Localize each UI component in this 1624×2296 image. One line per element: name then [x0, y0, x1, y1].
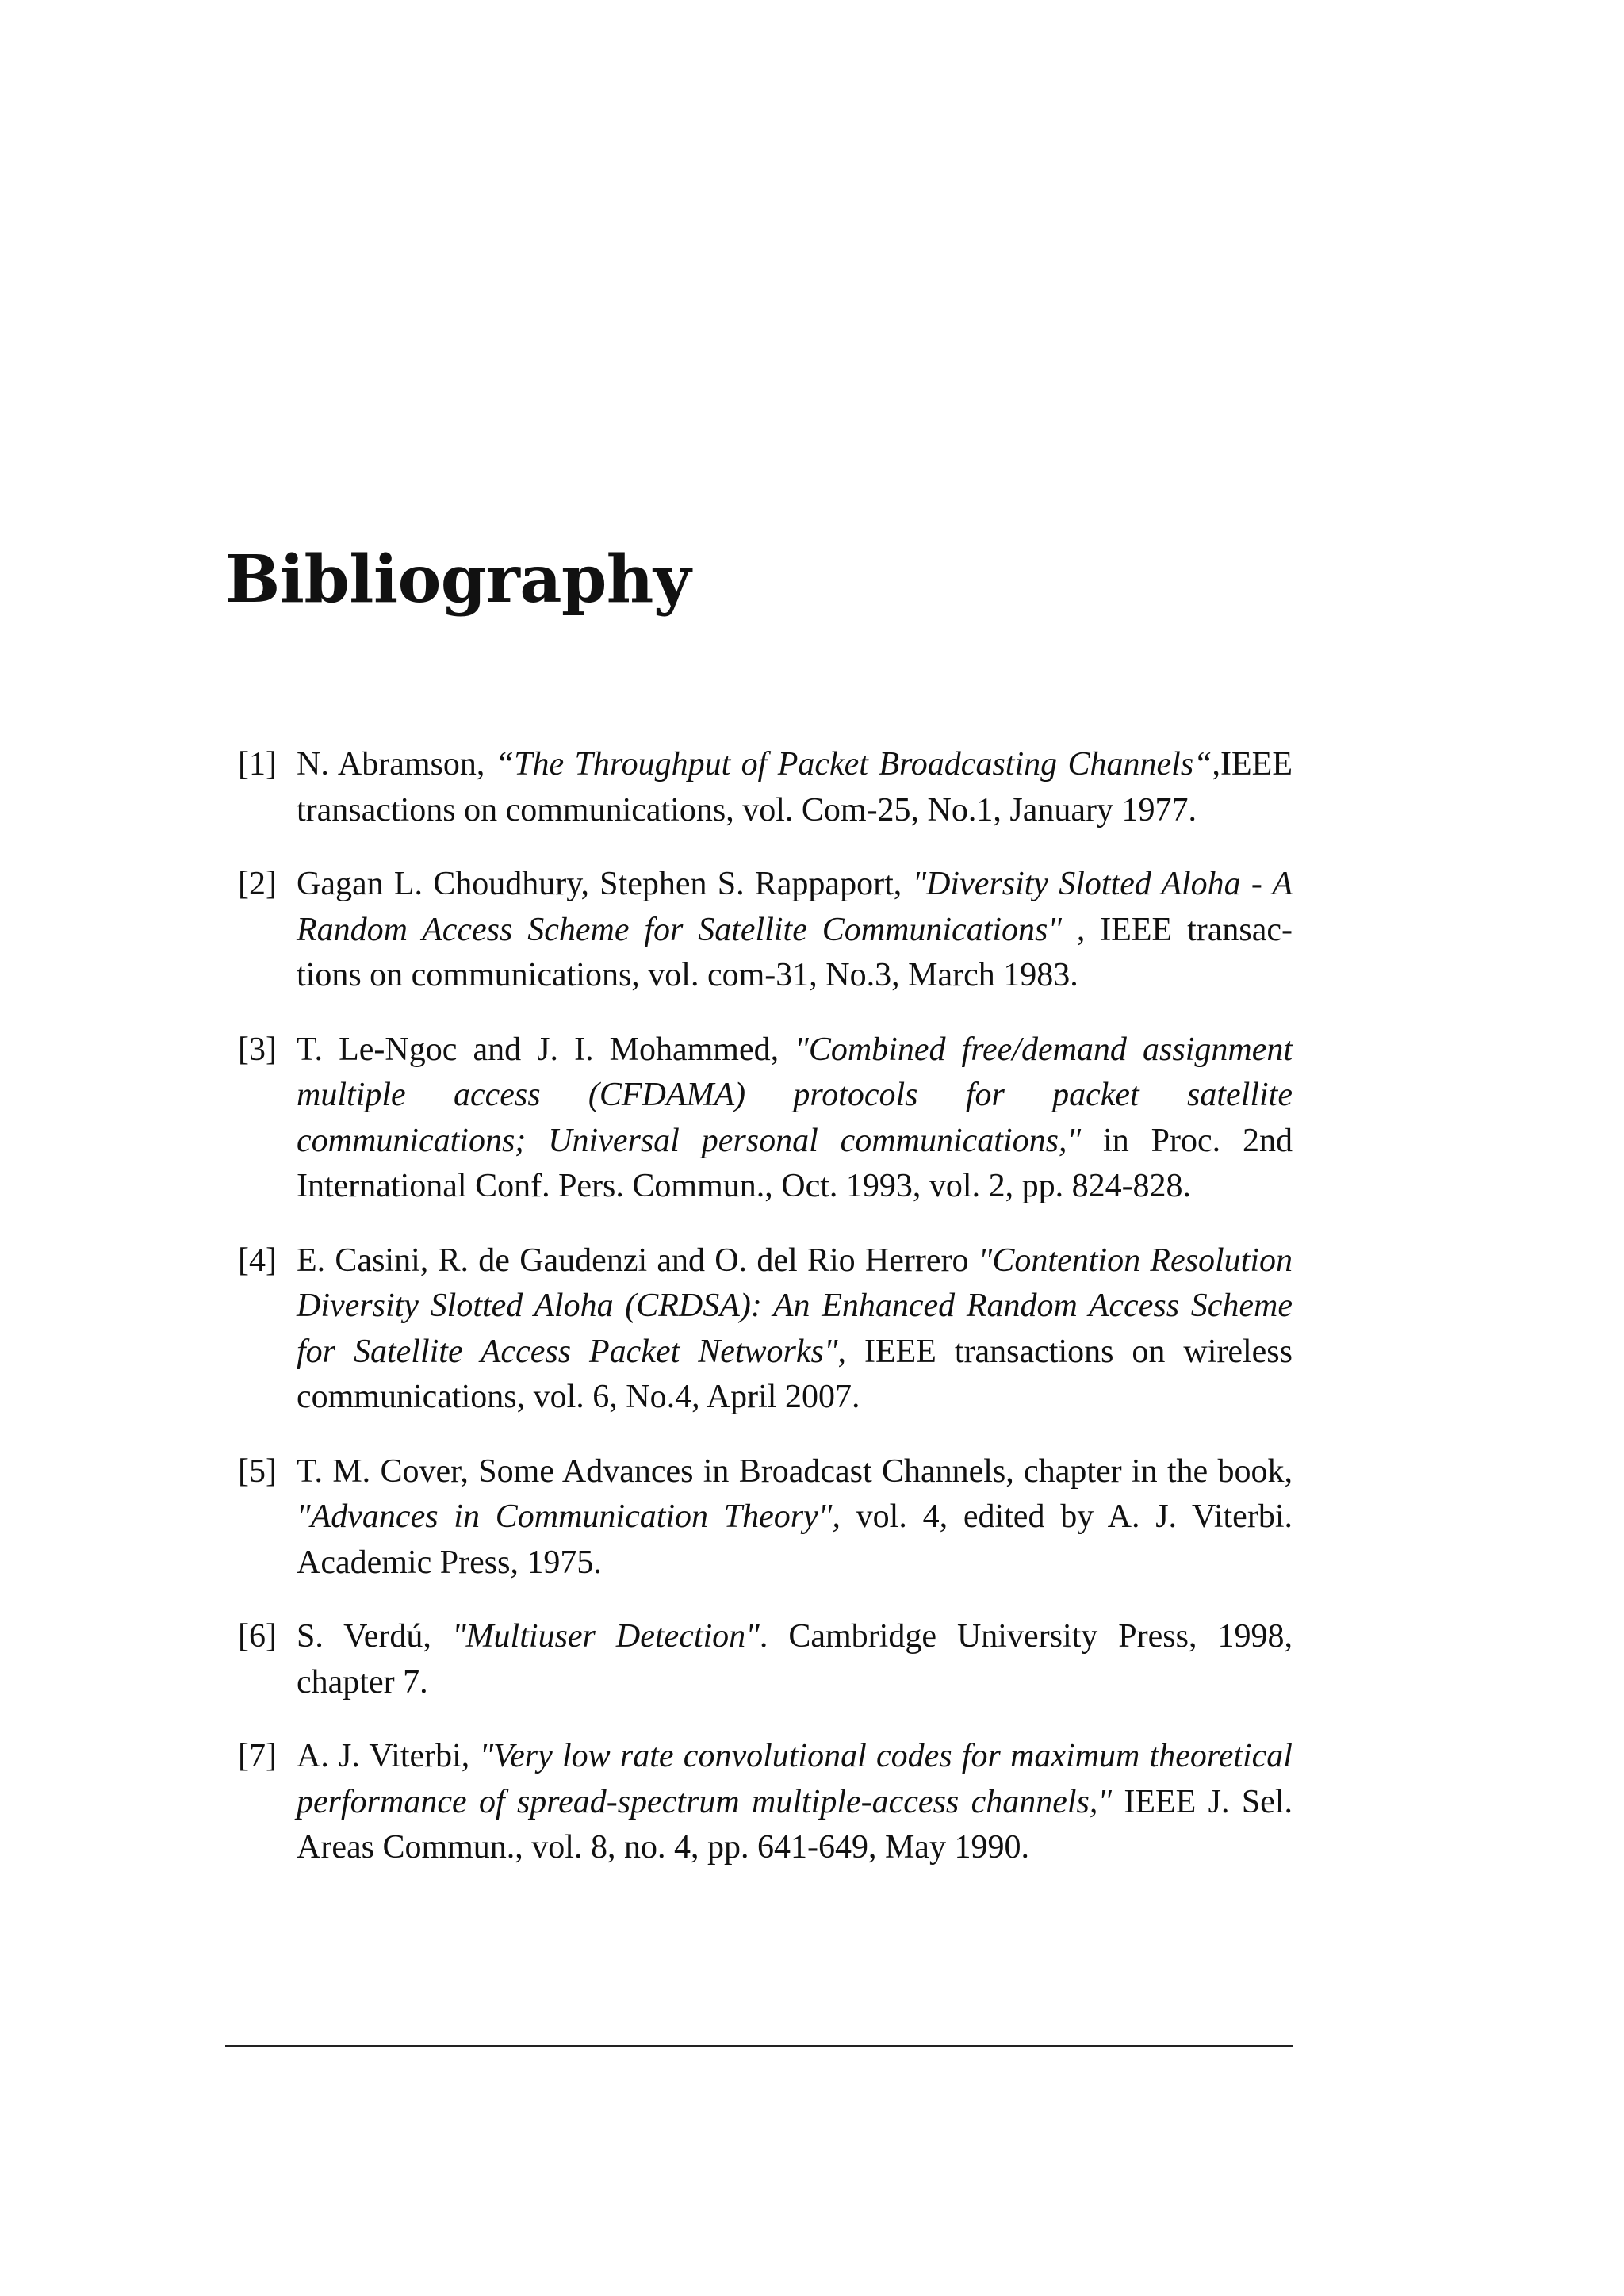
- reference-title: "Diversity Slotted Aloha - A Random Access Scheme for Satellite Communications": [297, 866, 1293, 948]
- reference-number: [2]: [238, 866, 277, 902]
- reference-title: “The Throughput of Packet Broadcasting Channels“: [495, 746, 1212, 783]
- footer-rule: [225, 2045, 1293, 2047]
- bibliography-entry: [238, 1238, 1293, 1421]
- reference-details: vol. 4, edited by A. J. Viterbi. Academic Press, 1975.: [297, 1498, 1293, 1581]
- reference-authors: Gagan L. Choudhury, Stephen S. Rappaport,: [297, 866, 913, 902]
- reference-number: [4]: [238, 1242, 277, 1279]
- reference-details: IEEE J. Sel. Areas Commun., vol. 8, no. 4, pp. 641-649, May 1990.: [297, 1783, 1293, 1866]
- reference-number: [6]: [238, 1618, 277, 1655]
- bibliography-entry: [238, 1027, 1293, 1210]
- reference-title: "Advances in Communication Theory",: [297, 1498, 841, 1535]
- reference-title: "Multiuser Detection": [451, 1618, 760, 1655]
- reference-details: in Proc. 2nd International Conf. Pers. Commun., Oct. 1993, vol. 2, pp. 824-828.: [297, 1122, 1293, 1204]
- reference-details: ,IEEE transactions on communications, vol. Com-25, No.1, January 1977.: [297, 746, 1293, 828]
- reference-authors: T. M. Cover, Some Advances in Broadcast Channels, chapter in the book,: [297, 1452, 1293, 1490]
- reference-authors: T. Le-Ngoc and J. I. Mohammed,: [297, 1031, 795, 1068]
- bibliography-entry: [238, 1734, 1293, 1871]
- reference-details: , IEEE transactions on communications, vol. com-31, No.3, March 1983.: [297, 911, 1293, 993]
- reference-authors: A. J. Viterbi,: [297, 1738, 480, 1774]
- reference-number: [5]: [238, 1452, 277, 1490]
- reference-number: [3]: [238, 1031, 277, 1068]
- reference-details: . Cambridge University Press, 1998, chapter 7.: [297, 1618, 1293, 1701]
- bibliography-entry: [238, 1449, 1293, 1586]
- reference-title: "Very low rate convolutional codes for maximum theoretical performance of spread-spectrum multiple-access channels,": [297, 1738, 1293, 1820]
- bibliography-list: [238, 742, 1293, 1900]
- reference-authors: E. Casini, R. de Gaudenzi and O. del Rio Herrero: [297, 1242, 979, 1279]
- reference-number: [7]: [238, 1738, 277, 1774]
- bibliography-entry: [238, 742, 1293, 833]
- reference-authors: N. Abramson,: [297, 746, 496, 783]
- chapter-title: Bibliography: [225, 541, 691, 618]
- bibliography-entry: [238, 1614, 1293, 1705]
- reference-title: "Combined free/demand assignment multiple access (CFDAMA) protocols for packet satellite communications; Universal personal communications,": [297, 1031, 1293, 1159]
- reference-authors: S. Verdú,: [297, 1618, 452, 1655]
- bibliography-entry: [238, 862, 1293, 999]
- reference-title: "Contention Resolution Diversity Slotted Aloha (CRDSA): An Enhanced Random Access Scheme for Satellite Access Packet Networks": [297, 1242, 1293, 1370]
- reference-number: [1]: [238, 746, 277, 783]
- reference-details: , IEEE transactions on wireless communications, vol. 6, No.4, April 2007.: [297, 1333, 1293, 1415]
